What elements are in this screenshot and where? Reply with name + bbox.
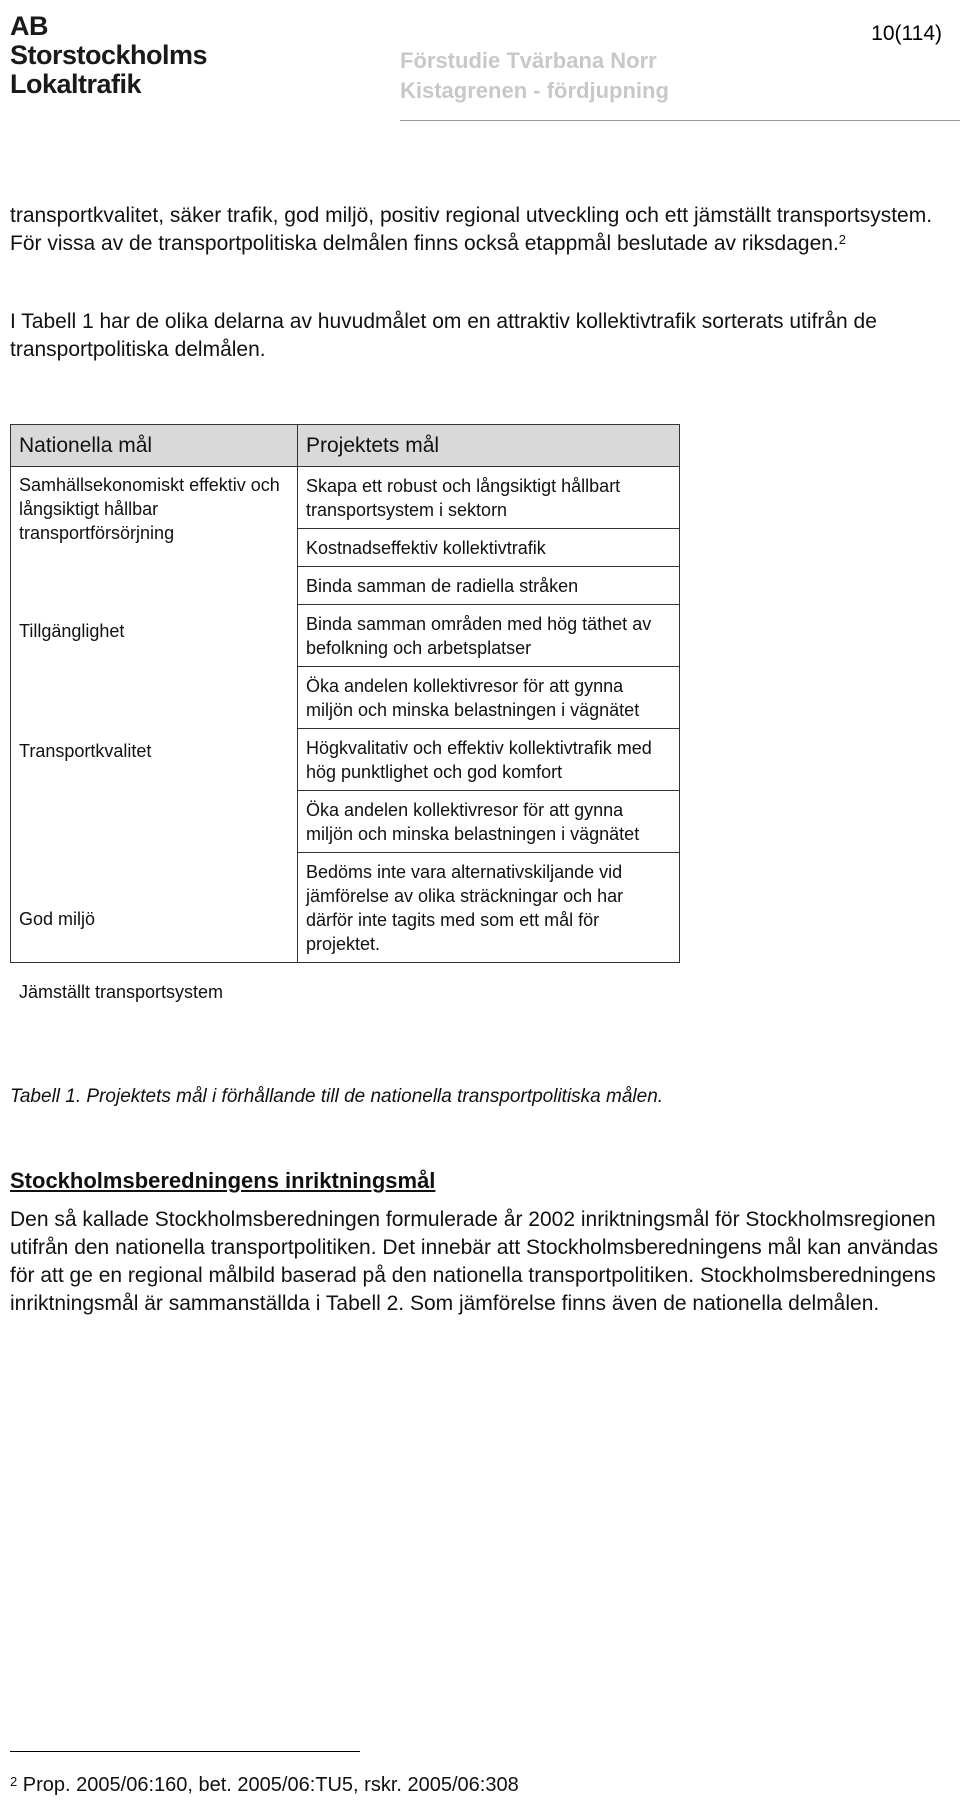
national-goal-item: Jämställt transportsystem: [19, 982, 224, 1002]
page-number: 10(114): [871, 22, 942, 45]
section-paragraph: Den så kallade Stockholmsberedningen formulerade år 2002 inriktningsmål för Stockholmsregionen utifrån den nationella transportpolitiken. Det innebär att Stockholmsberedningens mål kan användas för att ge en regional målbild baserad på den nationella transportpolitiken. Stockholmsberedningens inriktningsmål är sammanställda i Tabell 2. Som jämförelse finns även de nationella delmålen.: [10, 1208, 939, 1315]
project-goal-item: Öka andelen kollektivresor för att gynna miljön och minska belastningen i vägnätet: [298, 667, 679, 729]
project-goal-item: Binda samman områden med hög täthet av befolkning och arbetsplatser: [298, 605, 679, 667]
logo-line-3: Lokaltrafik: [10, 69, 142, 99]
footnote: [10, 1774, 519, 1797]
national-goal-item: Transportkvalitet: [19, 741, 152, 761]
project-goal-item: Öka andelen kollektivresor för att gynna miljön och minska belastningen i vägnätet: [298, 791, 679, 853]
project-goals-column: [298, 467, 680, 963]
goals-table: [10, 424, 680, 1002]
logo-line-2: Storstockholms: [10, 40, 208, 70]
footnote-divider: [10, 1751, 360, 1752]
document-title: [400, 46, 669, 106]
intro-paragraph-1: [10, 202, 940, 258]
logo-line-1: AB: [10, 11, 48, 41]
header-national-goals: Nationella mål: [11, 425, 298, 467]
intro-paragraph-1-text: transportkvalitet, säker trafik, god miljö, positiv regional utveckling och ett jämställt transportsystem. För vissa av de transportpolitiska delmålen finns också etappmål beslutade av riksdagen.: [10, 204, 933, 255]
project-goal-item: Skapa ett robust och långsiktigt hållbart transportsystem i sektorn: [298, 467, 679, 529]
project-goal-item: Bedöms inte vara alternativskiljande vid jämförelse av olika sträckningar och har därför inte tagits med som ett mål för projektet.: [306, 862, 624, 954]
table-header-row: [11, 425, 680, 467]
footnote-reference[interactable]: 2: [838, 232, 847, 247]
document-title-line-2: Kistagrenen - fördjupning: [400, 78, 669, 103]
section-heading: Stockholmsberedningens inriktningsmål: [10, 1168, 436, 1193]
national-goal-item: Samhällsekonomiskt effektiv och långsiktigt hållbar transportförsörjning: [19, 475, 280, 543]
footnote-number: 2: [10, 1774, 18, 1789]
company-logo: [10, 12, 207, 99]
project-goal-item: Högkvalitativ och effektiv kollektivtrafik med hög punktlighet och god komfort: [298, 729, 679, 791]
header-project-goals: Projektets mål: [298, 425, 680, 467]
national-goal-item: God miljö: [19, 909, 96, 929]
table-body-row: [11, 467, 680, 963]
footnote-text: Prop. 2005/06:160, bet. 2005/06:TU5, rskr. 2005/06:308: [22, 1774, 519, 1796]
national-goal-item: Tillgänglighet: [19, 621, 125, 641]
national-goals-column: [11, 467, 298, 1002]
project-goal-item: Kostnadseffektiv kollektivtrafik: [298, 529, 679, 567]
project-goal-item: Binda samman de radiella stråken: [298, 567, 679, 605]
header-divider: [400, 120, 960, 121]
document-title-line-1: Förstudie Tvärbana Norr: [400, 48, 657, 73]
table-caption: Tabell 1. Projektets mål i förhållande till de nationella transportpolitiska målen.: [10, 1086, 664, 1107]
intro-paragraph-2: I Tabell 1 har de olika delarna av huvudmålet om en attraktiv kollektivtrafik sorterats utifrån de transportpolitiska delmålen.: [10, 310, 877, 361]
